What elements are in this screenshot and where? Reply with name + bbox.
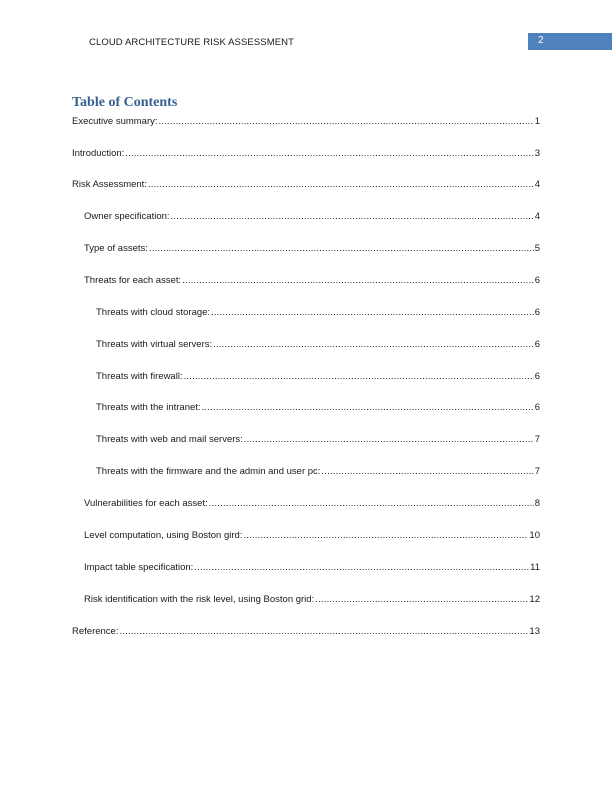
toc-entry-page: 3 [534,148,540,159]
toc-entry-page: 13 [529,626,540,637]
toc-entry-text: Threats with firewall: [96,371,183,382]
toc-entry-threats-firmware-pc[interactable] [96,466,540,478]
toc-entry-text: Threats with virtual servers: [96,339,213,350]
toc-entry-page: 6 [534,371,540,382]
toc-dot-leader [194,562,529,574]
toc-entry-page: 1 [534,116,540,127]
toc-entry-text: Threats with web and mail servers: [96,434,243,445]
toc-dot-leader [171,211,534,223]
page-number: 2 [538,35,544,46]
toc-entry-reference[interactable] [72,626,540,638]
toc-dot-leader [321,466,533,478]
toc-entry-text: Threats for each asset: [84,275,182,286]
toc-dot-leader [211,307,534,319]
toc-dot-leader [243,530,528,542]
toc-entry-page: 4 [534,211,540,222]
toc-entry-text: Level computation, using Boston gird: [84,530,243,541]
toc-dot-leader [149,243,534,255]
toc-entry-threats-virtual-servers[interactable] [96,339,540,351]
toc-entry-text: Type of assets: [84,243,148,254]
page-header [0,33,612,51]
toc-entry-text: Reference: [72,626,119,637]
toc-entry-risk-identification[interactable] [84,594,540,606]
toc-entry-text: Risk Assessment: [72,179,147,190]
toc-entry-impact-table[interactable] [84,562,540,574]
toc-entry-text: Impact table specification: [84,562,194,573]
toc-entry-text: Owner specification: [84,211,170,222]
toc-entry-executive-summary[interactable] [72,116,540,128]
header-title: CLOUD ARCHITECTURE RISK ASSESSMENT [89,37,295,48]
toc-entry-page: 10 [529,530,540,541]
toc-entry-page: 4 [534,179,540,190]
toc-entry-text: Risk identification with the risk level, using Boston grid: [84,594,315,605]
toc-dot-leader [159,116,534,128]
page-number-box [528,33,612,50]
toc-entry-page: 5 [534,243,540,254]
toc-entry-threats-cloud-storage[interactable] [96,307,540,319]
toc-dot-leader [202,402,534,414]
toc-entry-page: 6 [534,275,540,286]
toc-dot-leader [315,594,528,606]
toc-dot-leader [244,434,534,446]
toc-dot-leader [119,626,528,638]
toc-dot-leader [213,339,534,351]
toc-entry-page: 6 [534,339,540,350]
toc-dot-leader [209,498,534,510]
toc-entry-page: 12 [529,594,540,605]
toc-entry-page: 7 [534,466,540,477]
toc-entry-text: Threats with cloud storage: [96,307,211,318]
toc-entry-owner-specification[interactable] [84,211,540,223]
toc-entry-type-of-assets[interactable] [84,243,540,255]
toc-entry-threats-firewall[interactable] [96,371,540,383]
toc-entry-page: 6 [534,402,540,413]
toc-entry-page: 6 [534,307,540,318]
toc-entry-text: Executive summary: [72,116,158,127]
toc-dot-leader [125,148,533,160]
toc-entry-risk-assessment[interactable] [72,179,540,191]
toc-dot-leader [148,179,534,191]
toc-dot-leader [184,371,534,383]
toc-entry-text: Threats with the firmware and the admin and user pc: [96,466,321,477]
toc-entry-page: 11 [530,562,540,573]
toc-entry-threats-for-each-asset[interactable] [84,275,540,287]
toc-entry-introduction[interactable] [72,148,540,160]
toc-heading: Table of Contents [72,95,178,110]
toc-entry-threats-intranet[interactable] [96,402,540,414]
toc-dot-leader [182,275,534,287]
toc-entry-page: 8 [534,498,540,509]
toc-entry-threats-web-mail-servers[interactable] [96,434,540,446]
toc-entry-vulnerabilities[interactable] [84,498,540,510]
toc-entry-text: Threats with the intranet: [96,402,201,413]
toc-entry-level-computation[interactable] [84,530,540,542]
toc-entry-page: 7 [534,434,540,445]
toc-entry-text: Vulnerabilities for each asset: [84,498,208,509]
toc-entry-text: Introduction: [72,148,125,159]
